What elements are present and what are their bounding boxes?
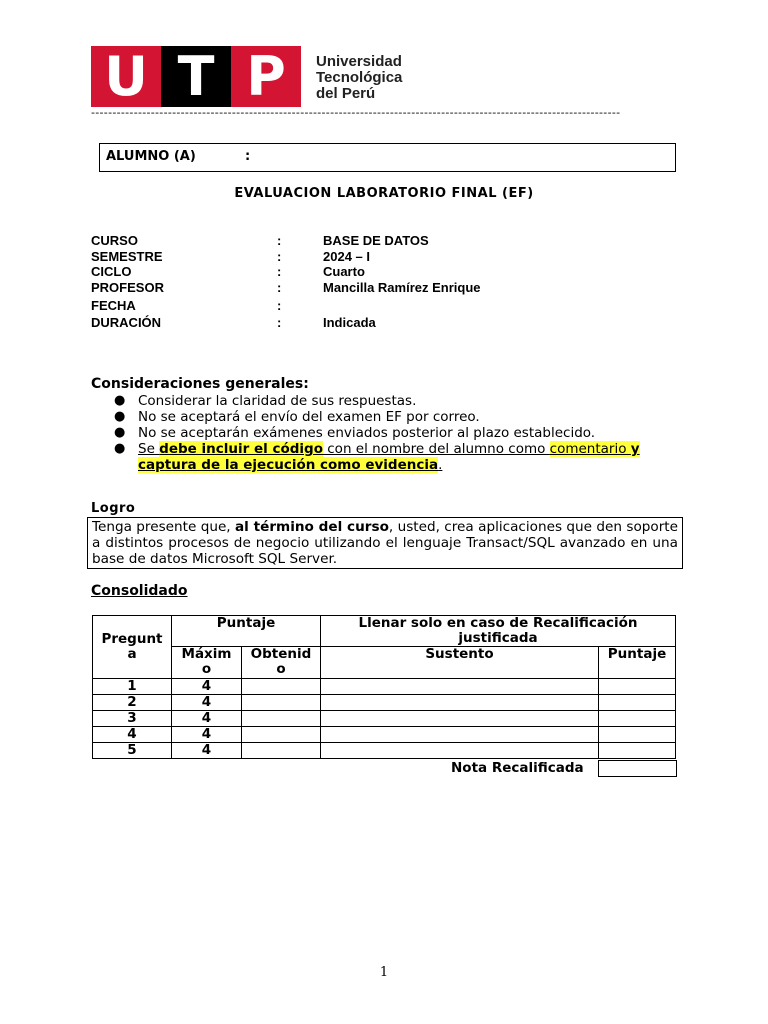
cell-maximo: 4 (172, 711, 242, 727)
highlighted-text: y (630, 441, 640, 457)
list-item-text: Considerar la claridad de sus respuestas. (138, 393, 417, 409)
bullet-icon: ● (114, 409, 126, 424)
considerations-list (114, 393, 684, 473)
info-label: FECHA (91, 298, 136, 313)
info-value: Indicada (323, 315, 376, 330)
header-obtenido (242, 647, 321, 679)
header-puntaje: Puntaje (172, 616, 321, 647)
info-value: Cuarto (323, 264, 365, 279)
list-item-text: . (438, 457, 443, 473)
logro-bold-text: al término del curso (235, 519, 389, 535)
bullet-icon: ● (114, 441, 126, 456)
header-maximo (172, 647, 242, 679)
info-label: SEMESTRE (91, 249, 163, 264)
cell-sustento[interactable] (321, 711, 599, 727)
header-pregunta-text: Pregunt a (101, 631, 163, 662)
logro-text: , usted, crea aplicaciones que den soporte a distintos procesos de negocio utilizando el lenguaje Transact/SQL avanzado en una base de datos Microsoft SQL Server. (92, 519, 678, 567)
cell-obtenido[interactable] (242, 695, 321, 711)
info-value: BASE DE DATOS (323, 233, 429, 248)
student-name-box[interactable] (99, 143, 676, 172)
highlighted-text: captura de la ejecución como evidencia (138, 457, 439, 473)
info-label: CICLO (91, 264, 132, 279)
info-colon: : (277, 315, 282, 330)
logo-letter-p: P (231, 46, 301, 107)
header-obtenido-text: Obtenid o (250, 646, 312, 677)
page-number: 1 (379, 965, 389, 980)
logro-title (91, 501, 135, 516)
student-colon: : (245, 149, 251, 164)
cell-sustento[interactable] (321, 727, 599, 743)
cell-pregunta: 4 (93, 727, 172, 743)
cell-obtenido[interactable] (242, 711, 321, 727)
header-puntaje-recal: Puntaje (599, 647, 676, 679)
logo-letter-t: T (161, 46, 231, 107)
logro-box (87, 517, 683, 569)
info-colon: : (277, 280, 282, 295)
highlighted-text: comentario (549, 441, 631, 457)
table-row (93, 679, 676, 695)
cell-sustento[interactable] (321, 695, 599, 711)
info-label: DURACIÓN (91, 315, 162, 330)
list-item-text: Se (138, 441, 160, 457)
table-row (93, 727, 676, 743)
list-item (114, 393, 684, 409)
table-row (93, 695, 676, 711)
cell-obtenido[interactable] (242, 679, 321, 695)
logro-text: Tenga presente que, (92, 519, 235, 535)
table-subheader-row (93, 647, 676, 679)
university-name (316, 54, 402, 102)
cell-sustento[interactable] (321, 743, 599, 759)
cell-obtenido[interactable] (242, 727, 321, 743)
cell-maximo: 4 (172, 743, 242, 759)
nota-recalificada-label: Nota Recalificada (451, 760, 584, 776)
cell-pregunta: 1 (93, 679, 172, 695)
list-item-text: No se aceptarán exámenes enviados posterior al plazo establecido. (138, 425, 596, 441)
page-title: EVALUACION LABORATORIO FINAL (EF) (234, 186, 534, 201)
cell-pregunta: 3 (93, 711, 172, 727)
university-name-line: del Perú (316, 85, 376, 102)
header-sustento: Sustento (321, 647, 599, 679)
list-item-text: No se aceptará el envío del examen EF por correo. (138, 409, 480, 425)
considerations-title: Consideraciones generales: (91, 376, 309, 392)
nota-recalificada-field[interactable] (598, 760, 677, 777)
student-label: ALUMNO (A) (106, 149, 196, 164)
info-colon: : (277, 233, 282, 248)
bullet-icon: ● (114, 425, 126, 440)
consolidado-table (92, 615, 676, 759)
dashed-separator: ---------------------------------------------------------------------------------------------------------------------------- (91, 106, 621, 119)
university-name-line: Tecnológica (316, 69, 403, 86)
table-row (93, 711, 676, 727)
cell-puntaje[interactable] (599, 679, 676, 695)
cell-maximo: 4 (172, 679, 242, 695)
info-label: CURSO (91, 233, 138, 248)
info-colon: : (277, 298, 282, 313)
cell-pregunta: 5 (93, 743, 172, 759)
info-colon: : (277, 264, 282, 279)
table-row (93, 743, 676, 759)
cell-obtenido[interactable] (242, 743, 321, 759)
cell-puntaje[interactable] (599, 695, 676, 711)
info-value: 2024 – I (323, 249, 370, 264)
list-item (114, 409, 684, 425)
cell-puntaje[interactable] (599, 727, 676, 743)
university-name-line: Universidad (316, 53, 402, 70)
info-label: PROFESOR (91, 280, 164, 295)
list-item (114, 441, 684, 473)
cell-pregunta: 2 (93, 695, 172, 711)
table-header-row (93, 616, 676, 647)
cell-maximo: 4 (172, 727, 242, 743)
header-pregunta (93, 616, 172, 679)
info-value: Mancilla Ramírez Enrique (323, 280, 481, 295)
logo-letter-u: U (91, 46, 161, 107)
list-item-text: con el nombre del alumno como (322, 441, 550, 457)
cell-puntaje[interactable] (599, 711, 676, 727)
bullet-icon: ● (114, 393, 126, 408)
list-item (114, 425, 684, 441)
header-maximo-text: Máxim o (181, 646, 232, 677)
cell-sustento[interactable] (321, 679, 599, 695)
info-colon: : (277, 249, 282, 264)
cell-maximo: 4 (172, 695, 242, 711)
consolidado-title: Consolidado (91, 583, 188, 599)
logro-title-text: Logro (91, 501, 136, 516)
highlighted-text: debe incluir el código (159, 441, 323, 457)
cell-puntaje[interactable] (599, 743, 676, 759)
header-recalificacion: Llenar solo en caso de Recalificación justificada (321, 616, 676, 647)
